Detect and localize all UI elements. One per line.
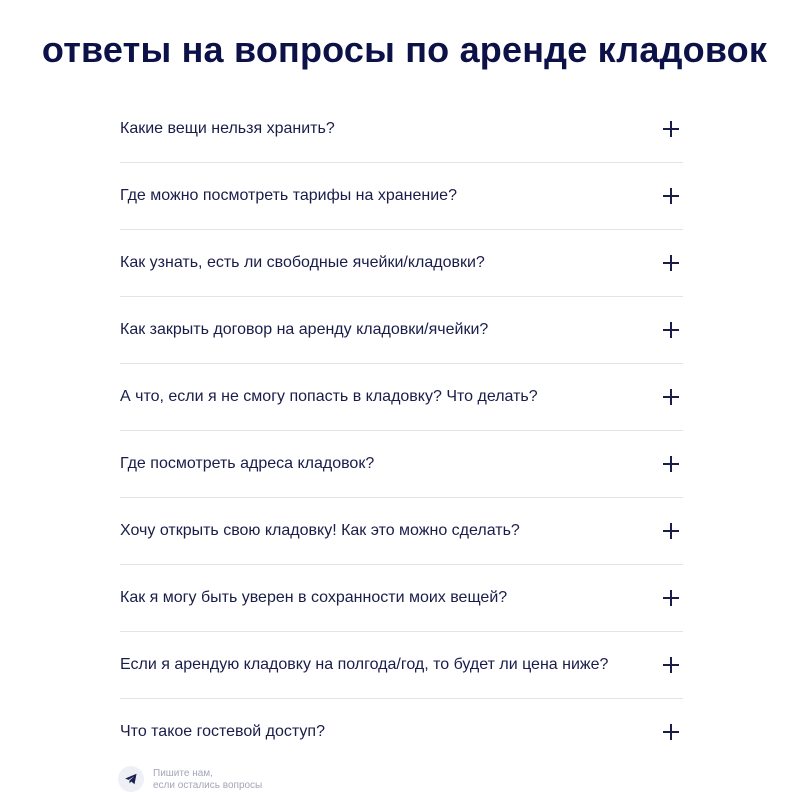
faq-item[interactable] xyxy=(120,230,683,297)
faq-item[interactable] xyxy=(120,431,683,498)
faq-question: Как узнать, есть ли свободные ячейки/кладовки? xyxy=(120,254,485,271)
plus-icon[interactable] xyxy=(663,456,679,472)
plus-icon[interactable] xyxy=(663,322,679,338)
faq-question: Как я могу быть уверен в сохранности моих вещей? xyxy=(120,589,508,606)
faq-item[interactable] xyxy=(120,364,683,431)
contact-line-1: Пишите нам, xyxy=(153,768,213,779)
plus-icon[interactable] xyxy=(663,590,679,606)
faq-question: Где можно посмотреть тарифы на хранение? xyxy=(120,187,457,204)
faq-item[interactable] xyxy=(120,96,683,163)
faq-question: Что такое гостевой доступ? xyxy=(120,723,325,740)
telegram-icon xyxy=(124,772,138,786)
contact-text xyxy=(153,768,262,792)
contact-block xyxy=(118,766,262,792)
faq-item[interactable] xyxy=(120,297,683,364)
faq-item[interactable] xyxy=(120,163,683,230)
plus-icon[interactable] xyxy=(663,389,679,405)
faq-question: Хочу открыть свою кладовку! Как это можно сделать? xyxy=(120,522,520,539)
faq-question: Какие вещи нельзя хранить? xyxy=(120,120,335,137)
plus-icon[interactable] xyxy=(663,255,679,271)
plus-icon[interactable] xyxy=(663,724,679,740)
page-title: ответы на вопросы по аренде кладовок xyxy=(41,29,768,70)
faq-question: Где посмотреть адреса кладовок? xyxy=(120,455,375,472)
plus-icon[interactable] xyxy=(663,188,679,204)
faq-question: Если я арендую кладовку на полгода/год, то будет ли цена ниже? xyxy=(120,656,609,673)
faq-item[interactable] xyxy=(120,632,683,699)
plus-icon[interactable] xyxy=(663,523,679,539)
plus-icon[interactable] xyxy=(663,657,679,673)
faq-item[interactable] xyxy=(120,699,683,765)
faq-question: А что, если я не смогу попасть в кладовку? Что делать? xyxy=(120,388,538,405)
contact-line-2: если остались вопросы xyxy=(153,780,263,791)
faq-item[interactable] xyxy=(120,565,683,632)
faq-list xyxy=(120,96,683,765)
faq-question: Как закрыть договор на аренду кладовки/ячейки? xyxy=(120,321,489,338)
telegram-button[interactable] xyxy=(118,766,144,792)
faq-item[interactable] xyxy=(120,498,683,565)
plus-icon[interactable] xyxy=(663,121,679,137)
